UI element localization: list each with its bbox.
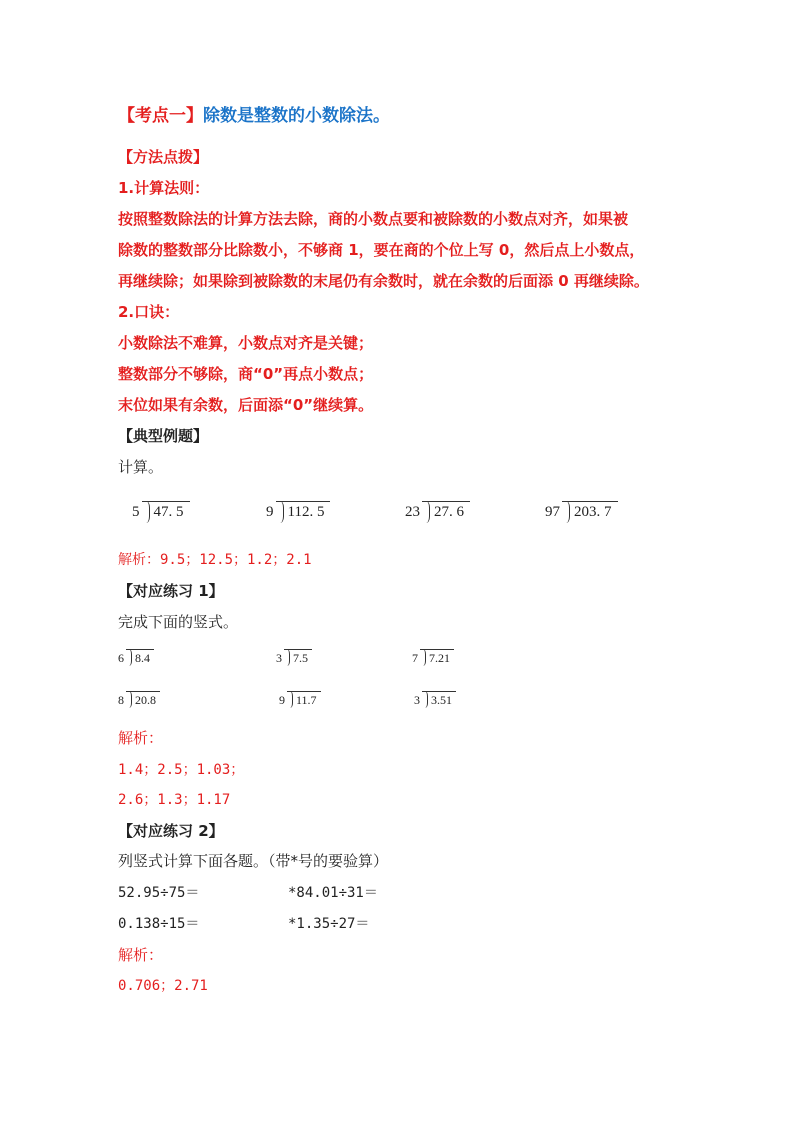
long-division (118, 691, 160, 708)
dividend: 203. 7 (562, 501, 618, 523)
rhyme-line: 末位如果有余数，后面添“0”继续算。 (118, 396, 374, 414)
divisor: 7 (412, 651, 418, 665)
practice1-answer-line: 2.6；1.3；1.17 (118, 792, 231, 808)
long-division (414, 691, 456, 708)
divisor: 23 (405, 504, 420, 520)
practice2-item: *1.35÷27＝ (288, 916, 370, 932)
rule-line: 除数的整数部分比除数小，不够商 1，要在商的个位上写 0，然后点上小数点， (118, 241, 645, 259)
practice2-answer-label: 解析： (118, 946, 164, 964)
dividend: 3.51 (422, 691, 456, 708)
practice2-item: 52.95÷75＝ (118, 885, 200, 901)
rule-line: 按照整数除法的计算方法去除，商的小数点要和被除数的小数点对齐，如果被 (118, 210, 629, 228)
divisor: 3 (414, 693, 420, 707)
dividend: 7.21 (420, 649, 454, 666)
rule-line: 再继续除；如果除到被除数的末尾仍有余数时，就在余数的后面添 0 再继续除。 (118, 272, 649, 290)
dividend: 27. 6 (422, 501, 470, 523)
example-heading: 【典型例题】 (118, 427, 209, 445)
practice2-heading: 【对应练习 2】 (118, 822, 224, 840)
practice2-item: *84.01÷31＝ (288, 885, 378, 901)
rule-title: 1.计算法则： (118, 179, 210, 197)
long-division (266, 501, 330, 523)
practice2-instruction: 列竖式计算下面各题。（带*号的要验算） (118, 852, 389, 870)
rhyme-line: 小数除法不难算，小数点对齐是关键； (118, 334, 374, 352)
dividend: 11.7 (287, 691, 321, 708)
method-heading: 【方法点拨】 (118, 148, 209, 166)
dividend: 20.8 (126, 691, 160, 708)
rhyme-title: 2.口诀： (118, 303, 180, 321)
dividend: 7.5 (284, 649, 312, 666)
example-instruction: 计算。 (118, 458, 164, 476)
practice1-heading: 【对应练习 1】 (118, 582, 224, 600)
divisor: 9 (279, 693, 285, 707)
practice2-answer: 0.706；2.71 (118, 978, 208, 994)
dividend: 112. 5 (276, 501, 331, 523)
practice1-answer-label: 解析： (118, 729, 164, 747)
divisor: 97 (545, 504, 560, 520)
dividend: 47. 5 (142, 501, 190, 523)
long-division (279, 691, 321, 708)
long-division (132, 501, 190, 523)
practice1-instruction: 完成下面的竖式。 (118, 613, 239, 631)
divisor: 9 (266, 504, 274, 520)
divisor: 3 (276, 651, 282, 665)
rhyme-line: 整数部分不够除，商“0”再点小数点； (118, 365, 374, 383)
practice2-item: 0.138÷15＝ (118, 916, 200, 932)
long-division (412, 649, 454, 666)
dividend: 8.4 (126, 649, 154, 666)
topic-title (118, 106, 390, 126)
topic-text: 除数是整数的小数除法。 (203, 106, 390, 126)
divisor: 8 (118, 693, 124, 707)
divisor: 6 (118, 651, 124, 665)
example-answer: 解析：9.5；12.5；1.2；2.1 (118, 552, 312, 568)
long-division (276, 649, 312, 666)
topic-bracket: 【考点一】 (118, 106, 203, 126)
practice1-answer-line: 1.4；2.5；1.03； (118, 762, 245, 778)
long-division (118, 649, 154, 666)
divisor: 5 (132, 504, 140, 520)
long-division (545, 501, 618, 523)
long-division (405, 501, 470, 523)
